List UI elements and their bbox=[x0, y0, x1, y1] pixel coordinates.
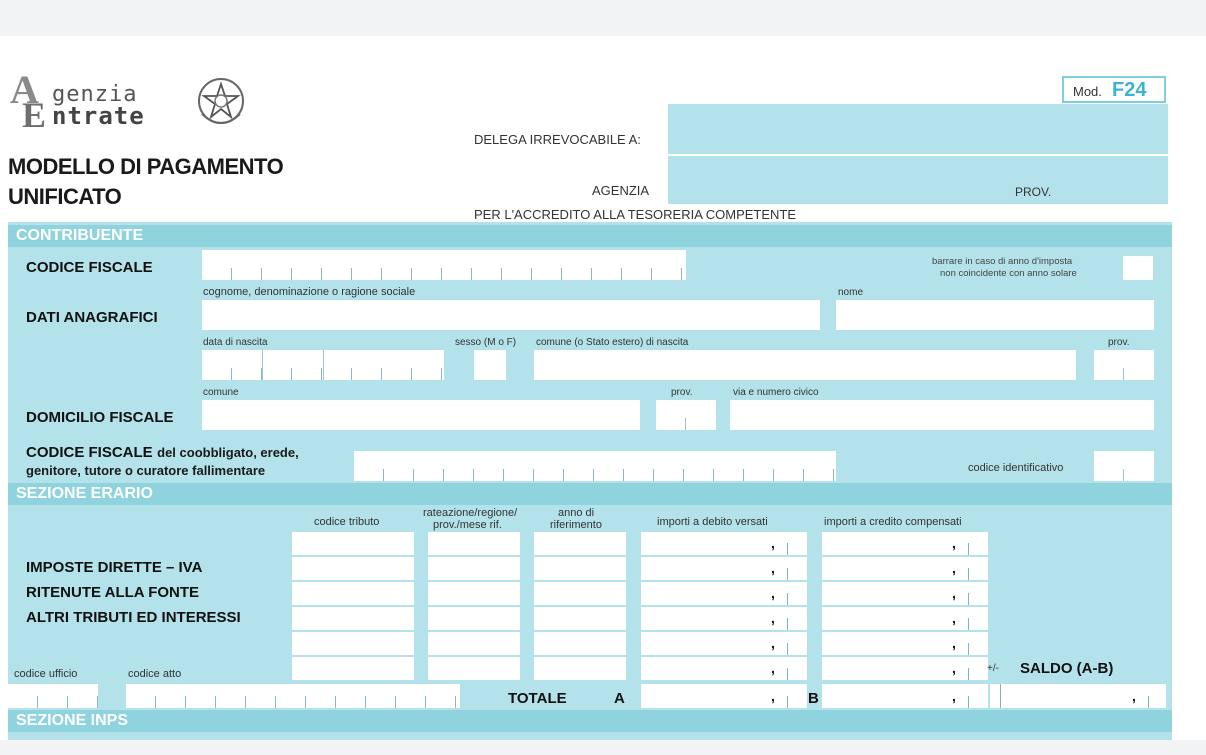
data-nascita-input[interactable] bbox=[202, 350, 444, 380]
erario-importo-credito-cell[interactable]: , bbox=[822, 607, 988, 630]
erario-anno-riferimento-cell[interactable] bbox=[534, 607, 626, 630]
codice-atto-input[interactable] bbox=[126, 684, 460, 708]
col-debito: importi a debito versati bbox=[657, 516, 768, 528]
via-label: via e numero civico bbox=[733, 387, 819, 398]
col-anno-line2: riferimento bbox=[550, 519, 602, 531]
erario-anno-riferimento-cell[interactable] bbox=[534, 557, 626, 580]
erario-importo-debito-cell[interactable]: , bbox=[641, 557, 807, 580]
erario-codice-tributo-cell[interactable] bbox=[292, 532, 414, 555]
saldo-label: SALDO (A-B) bbox=[1020, 660, 1114, 677]
mod-code: F24 bbox=[1112, 79, 1147, 101]
bottom-strip bbox=[0, 740, 1206, 755]
prov-label: prov. bbox=[671, 387, 693, 398]
col-anno-line1: anno di bbox=[558, 507, 595, 519]
erario-anno-riferimento-cell[interactable] bbox=[534, 532, 626, 555]
codice-atto-label: codice atto bbox=[128, 668, 182, 680]
erario-anno-riferimento-cell[interactable] bbox=[534, 657, 626, 680]
erario-importo-debito-cell[interactable]: , bbox=[641, 607, 807, 630]
erario-importo-credito-cell[interactable]: , bbox=[822, 632, 988, 655]
agenzia-field[interactable] bbox=[668, 156, 1168, 204]
plusminus-label: +/- bbox=[987, 663, 999, 674]
row-label-imposte: IMPOSTE DIRETTE – IVA bbox=[26, 559, 203, 576]
erario-anno-riferimento-cell[interactable] bbox=[534, 632, 626, 655]
totale-b-label: B bbox=[808, 690, 819, 707]
sesso-label: sesso (M o F) bbox=[455, 337, 517, 348]
codice-identificativo-input[interactable] bbox=[1094, 451, 1154, 481]
erario-importo-debito-cell[interactable]: , bbox=[641, 657, 807, 680]
codice-identificativo-label: codice identificativo bbox=[968, 462, 1064, 474]
codice-ufficio-label: codice ufficio bbox=[14, 668, 78, 680]
cognome-label: cognome, denominazione o ragione sociale bbox=[203, 286, 416, 298]
prov-nascita-label: prov. bbox=[1108, 337, 1130, 348]
erario-importo-credito-cell[interactable]: , bbox=[822, 557, 988, 580]
codice-fiscale-label: CODICE FISCALE bbox=[26, 259, 153, 276]
erario-importo-debito-cell[interactable]: , bbox=[641, 582, 807, 605]
totale-a-label: A bbox=[614, 690, 625, 707]
erario-codice-tributo-cell[interactable] bbox=[292, 607, 414, 630]
section-erario: SEZIONE ERARIO bbox=[8, 483, 1172, 505]
comune-nascita-label: comune (o Stato estero) di nascita bbox=[536, 337, 689, 348]
delega-field[interactable] bbox=[668, 104, 1168, 154]
col-rateazione-line1: rateazione/regione/ bbox=[423, 507, 518, 519]
cf-coobbligato-label bbox=[26, 444, 299, 462]
agenzia-entrate-logo bbox=[8, 67, 248, 135]
accredito-label: PER L'ACCREDITO ALLA TESORERIA COMPETENTE bbox=[474, 207, 797, 222]
erario-rateazione-cell[interactable] bbox=[428, 582, 520, 605]
section-inps: SEZIONE INPS bbox=[8, 710, 1172, 732]
cognome-input[interactable] bbox=[202, 300, 820, 330]
erario-codice-tributo-cell[interactable] bbox=[292, 557, 414, 580]
barrare-line1: barrare in caso di anno d'imposta bbox=[932, 256, 1073, 267]
codice-ufficio-input[interactable] bbox=[8, 684, 98, 708]
mod-badge bbox=[1062, 76, 1166, 103]
erario-rateazione-cell[interactable] bbox=[428, 532, 520, 555]
logo-letter-a: A bbox=[10, 67, 39, 112]
erario-codice-tributo-cell[interactable] bbox=[292, 582, 414, 605]
totale-label: TOTALE bbox=[508, 690, 567, 707]
col-credito: importi a credito compensati bbox=[824, 516, 962, 528]
erario-codice-tributo-cell[interactable] bbox=[292, 632, 414, 655]
section-contribuente: CONTRIBUENTE bbox=[8, 225, 1172, 247]
sesso-input[interactable] bbox=[474, 350, 506, 380]
dati-anagrafici-label: DATI ANAGRAFICI bbox=[26, 309, 158, 326]
comune-input[interactable] bbox=[202, 400, 640, 430]
comune-label: comune bbox=[203, 387, 239, 398]
cf-coobbligato-rest: del coobbligato, erede, bbox=[157, 445, 299, 460]
domicilio-fiscale-label: DOMICILIO FISCALE bbox=[26, 409, 174, 426]
cf-coobbligato-line2: genitore, tutore o curatore fallimentare bbox=[26, 463, 266, 478]
agenzia-label: AGENZIA bbox=[592, 183, 650, 198]
logo-letter-e: E bbox=[22, 95, 47, 135]
barrare-line2: non coincidente con anno solare bbox=[940, 268, 1077, 279]
row-label-altri: ALTRI TRIBUTI ED INTERESSI bbox=[26, 609, 241, 626]
anno-imposta-checkbox[interactable] bbox=[1123, 256, 1153, 280]
logo-text-genzia: genzia bbox=[52, 82, 138, 107]
col-rateazione-line2: prov./mese rif. bbox=[433, 519, 502, 531]
erario-importo-debito-cell[interactable]: , bbox=[641, 632, 807, 655]
form-title-line1: MODELLO DI PAGAMENTO bbox=[8, 154, 284, 179]
cf-coobbligato-bold: CODICE FISCALE bbox=[26, 444, 153, 461]
delega-label: DELEGA IRREVOCABILE A: bbox=[474, 132, 641, 147]
nome-input[interactable] bbox=[836, 300, 1154, 330]
mod-label: Mod. bbox=[1073, 84, 1102, 99]
erario-importo-debito-cell[interactable]: , bbox=[641, 532, 807, 555]
erario-anno-riferimento-cell[interactable] bbox=[534, 582, 626, 605]
via-input[interactable] bbox=[730, 400, 1154, 430]
logo-text-ntrate: ntrate bbox=[52, 102, 145, 130]
agenzia-prov-label: PROV. bbox=[1015, 185, 1052, 199]
cf-coobbligato-input[interactable] bbox=[354, 451, 836, 481]
erario-rateazione-cell[interactable] bbox=[428, 657, 520, 680]
erario-rateazione-cell[interactable] bbox=[428, 632, 520, 655]
erario-importo-credito-cell[interactable]: , bbox=[822, 532, 988, 555]
row-label-ritenute: RITENUTE ALLA FONTE bbox=[26, 584, 200, 601]
totale-b-input[interactable]: , bbox=[822, 684, 988, 708]
prov-input[interactable] bbox=[656, 400, 716, 430]
emblem-icon bbox=[196, 74, 246, 130]
erario-importo-credito-cell[interactable]: , bbox=[822, 657, 988, 680]
erario-codice-tributo-cell[interactable] bbox=[292, 657, 414, 680]
comune-nascita-input[interactable] bbox=[534, 350, 1076, 380]
erario-rateazione-cell[interactable] bbox=[428, 607, 520, 630]
data-nascita-label: data di nascita bbox=[203, 337, 268, 348]
saldo-input[interactable]: , bbox=[990, 684, 1166, 708]
totale-a-input[interactable]: , bbox=[641, 684, 807, 708]
nome-label: nome bbox=[838, 287, 864, 298]
erario-importo-credito-cell[interactable]: , bbox=[822, 582, 988, 605]
top-strip bbox=[0, 0, 1206, 36]
form-title-line2: UNIFICATO bbox=[8, 184, 122, 209]
col-codice-tributo: codice tributo bbox=[314, 516, 380, 528]
erario-rateazione-cell[interactable] bbox=[428, 557, 520, 580]
codice-fiscale-input[interactable] bbox=[202, 250, 686, 280]
prov-nascita-input[interactable] bbox=[1094, 350, 1154, 380]
